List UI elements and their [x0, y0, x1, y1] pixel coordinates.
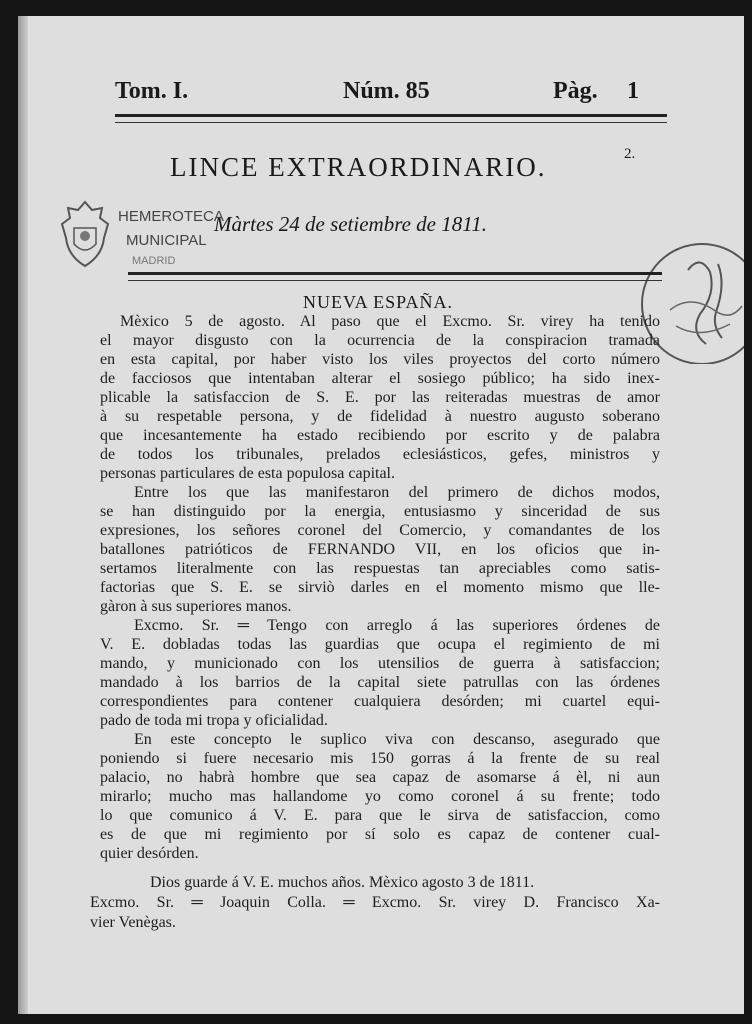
article-line: expresiones, los señores coronel del Comercio, y comandantes de los	[100, 522, 660, 539]
article-line: En este concepto le suplico viva con descanso, asegurado que	[134, 731, 660, 748]
page-label: Pàg.	[553, 78, 598, 104]
masthead-title: LINCE EXTRAORDINARIO.	[170, 152, 547, 182]
article-line: es de que mi regimiento por sí solo es capaz de contener cual-	[100, 826, 660, 843]
article-line: Excmo. Sr. ═ Tengo con arreglo á las superiores órdenes de	[134, 617, 660, 634]
section-title: NUEVA ESPAÑA.	[303, 292, 454, 312]
newspaper-page	[18, 16, 744, 1014]
article-line: lo que comunico á V. E. para que le sirva de satisfaccion, como	[100, 807, 660, 824]
article-line: Entre los que las manifestaron del primero de dichos modos,	[134, 484, 660, 501]
article-line: mandado à los barrios de la capital siete patrullas con las órdenes	[100, 674, 660, 691]
article-line: el mayor disgusto con la ocurrencia de la conspiracion tramada	[100, 332, 660, 349]
issue-number: Núm. 85	[343, 78, 430, 104]
article-line: batallones patrióticos de FERNANDO VII, en los oficios que in-	[100, 541, 660, 558]
article-line: de facciosos que intentaban alterar el sosiego público; ha sido inex-	[100, 370, 660, 387]
stamp-line-hemeroteca: HEMEROTECA	[118, 208, 224, 225]
article-line: factorias que S. E. se sirviò darles en el momento mismo que lle-	[100, 579, 660, 596]
article-line: poniendo si fuere necesario mis 150 gorras á la frente de su real	[100, 750, 660, 767]
volume-label: Tom. I.	[115, 78, 189, 104]
library-stamp	[56, 194, 224, 280]
coat-of-arms-icon	[56, 198, 114, 270]
signature-line-end: vier Venègas.	[90, 914, 176, 931]
page-header	[115, 78, 667, 118]
closing-line: Dios guarde á V. E. muchos años. Mèxico agosto 3 de 1811.	[150, 874, 535, 891]
article-line: plicable la satisfaccion de S. E. por las reiteradas muestras de amor	[100, 389, 660, 406]
stamp-line-madrid: MADRID	[132, 255, 176, 267]
article-line: se han distinguido por la energia, entusiasmo y sinceridad de sus	[100, 503, 660, 520]
article-line: V. E. dobladas todas las guardias que ocupa el regimiento de mi	[100, 636, 660, 653]
page-mark: 2.	[624, 146, 636, 162]
article-body	[100, 312, 660, 863]
article-line: de todos los tribunales, prelados eclesiásticos, gefes, ministros y	[100, 446, 660, 463]
article-line: que incesantemente ha estado recibiendo por escrito y de palabra	[100, 427, 660, 444]
stamp-line-municipal: MUNICIPAL	[126, 232, 207, 249]
article-line: mirarlo; mucho mas hallandome yo como coronel á su frente; todo	[100, 788, 660, 805]
date-rule	[128, 272, 662, 281]
article-line: à su respetable persona, y de fidelidad à nuestro augusto soberano	[100, 408, 660, 425]
article-line: mando, y municionado con los utensilios de guerra à satisfaccion;	[100, 655, 660, 672]
article-line: palacio, no habrà hombre que sea capaz de asomarse á èl, ni aun	[100, 769, 660, 786]
issue-date: Màrtes 24 de setiembre de 1811.	[214, 212, 487, 236]
page-number: 1	[627, 78, 639, 104]
article-line: en esta capital, por haber visto los viles proyectos del corto número	[100, 351, 660, 368]
article-line: Mèxico 5 de agosto. Al paso que el Excmo. Sr. virey ha tenido	[120, 313, 660, 330]
article-line: quier desórden.	[100, 845, 199, 862]
article-line: sertamos literalmente con las respuestas tan apreciables como satis-	[100, 560, 660, 577]
page-binding-edge	[18, 16, 28, 1014]
header-rule	[115, 114, 667, 123]
article-closing	[90, 873, 660, 933]
article-line: gàron à sus superiores manos.	[100, 598, 292, 615]
article-line: personas particulares de esta populosa capital.	[100, 465, 395, 482]
article-line: pado de toda mi tropa y oficialidad.	[100, 712, 328, 729]
signature-line: Excmo. Sr. ═ Joaquin Colla. ═ Excmo. Sr. virey D. Francisco Xa-	[90, 894, 660, 911]
article-line: correspondientes para contener cualquiera desórden; mi cuartel equi-	[100, 693, 660, 710]
